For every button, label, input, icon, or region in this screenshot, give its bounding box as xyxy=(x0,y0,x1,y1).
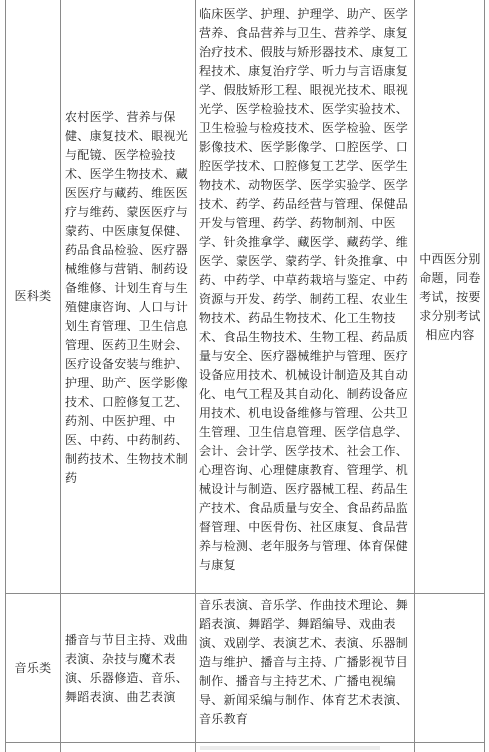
category-label: 医科类 xyxy=(14,289,52,303)
category-label: 音乐类 xyxy=(14,660,52,675)
related-majors-cell: 农村医学、营养与保健、康复技术、眼视光与配镜、医学检验技术、医学生物技术、藏医医疗与藏药、维医医疗与维药、蒙医医疗与蒙药、中医康复保健、药品食品检验、医疗器械维修与营销、制药设备维修、计划生育与生殖健康咨询、人口与计划生育管理、卫生信息管理、医药卫生财会、医疗设备安装与维护、护理、助产、医学影像技术、口腔修复工艺、药剂、中医护理、中医、中药、中药制药、制药技术、生物技术制药 xyxy=(65,110,189,485)
majors-list-cell: 音乐表演、音乐学、作曲技术理论、舞蹈表演、舞蹈学、舞蹈编导、戏曲表演、戏剧学、表演艺术、表演、乐器制造与维护、播音与主持、广播影视节目制作、播音与主持艺术、广播电视编导、新闻采编与制作、体育艺术表演、音乐教育 xyxy=(199,598,409,726)
category-cell xyxy=(6,0,60,593)
category-cell xyxy=(6,594,60,742)
column-divider-2 xyxy=(195,0,196,752)
row-divider-2 xyxy=(5,742,485,743)
majors-list-cell: 临床医学、护理、护理学、助产、医学营养、食品营养与卫生、营养学、康复治疗技术、假肢与矫形器技术、康复工程技术、康复治疗学、听力与言语康复学、假肢矫形工程、眼视光技术、眼视光学、医学检验技术、医学实验技术、卫生检验与检疫技术、医学检验、医学影像技术、医学影像学、口腔医学、口腔医学技术、口腔修复工艺学、医学生物技术、动物医学、医学实验学、医学技术、药学、药品经营与管理、保健品开发与管理、药学、药物制剂、中医学、针灸推拿学、藏医学、藏药学、维医学、蒙医学、蒙药学、针灸推拿、中药、中药学、中草药栽培与鉴定、中药资源与开发、药学、制药工程、农业生物技术、药品生物技术、化工生物技术、食品生物技术、生物工程、药品质量与安全、医疗器械维护与管理、医疗设备应用技术、机械设计制造及其自动化、电气工程及其自动化、制药设备应用技术、机电设备维修与管理、公共卫生管理、卫生信息管理、医学信息学、会计、会计学、医学技术、社会工作、心理咨询、心理健康教育、管理学、机械设计与制造、医疗器械工程、药品生产技术、食品质量与安全、食品药品监督管理、中医骨伤、社区康复、食品营养与检测、老年服务与管理、体育保健与康复 xyxy=(199,7,409,572)
column-divider-1 xyxy=(60,0,61,752)
related-majors-cell: 播音与节目主持、戏曲表演、杂技与魔术表演、乐器修造、音乐、舞蹈表演、曲艺表演 xyxy=(65,633,189,704)
row-divider-1 xyxy=(5,593,485,594)
table-border-right xyxy=(484,0,485,752)
exam-note-cell: 中西医分别命题，同卷考试，按要求分别考试相应内容 xyxy=(419,252,481,342)
next-row-fragment xyxy=(200,746,380,750)
column-divider-3 xyxy=(414,0,415,752)
